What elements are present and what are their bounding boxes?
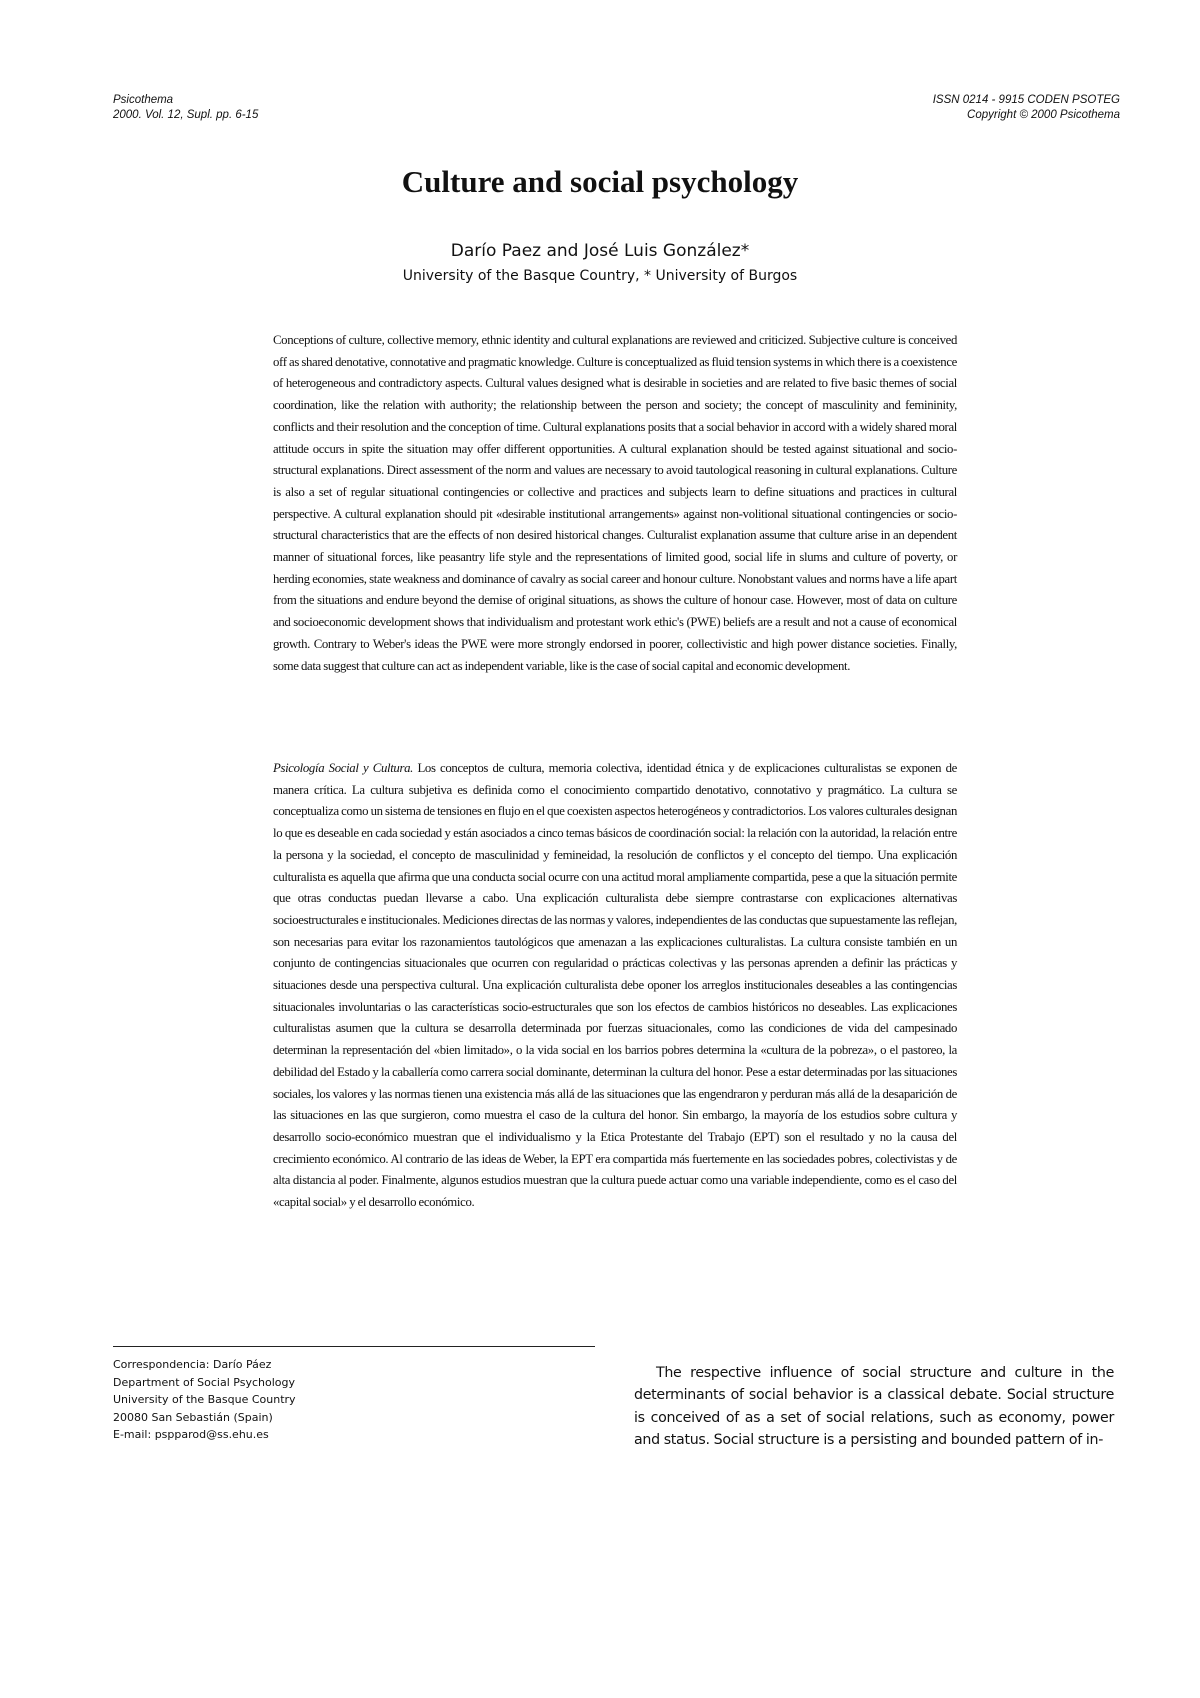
footnote-line: University of the Basque Country [113,1393,296,1406]
author-affiliation: University of the Basque Country, * University of Burgos [402,268,798,284]
journal-volume: 2000. Vol. 12, Supl. pp. 6-15 [113,109,259,121]
abstract-english: Conceptions of culture, collective memory, ethnic identity and cultural explanations are reviewed and criticized. Subjective culture is conceived off as shared denotative, connotative and pragmatic knowledge. Culture is conceptualized as fluid tension systems in which there is a coexistence of heterogeneous and contradictory aspects. Cultural values designed what is desirable in societies and are related to five basic themes of social coordination, like the relation with authority; the relationship between the person and society; the concept of masculinity and femininity, conflicts and their resolution and the conception of time. Cultural explanations posits that a social behavior in accord with a widely shared moral attitude occurs in spite the situation may offer different opportunities. A cultural explanation should be tested against situational and socio-structural explanations. Direct assessment of the norm and values are necessary to avoid tautological reasoning in cultural explanations. Culture is also a set of regular situational contingencies or collective and practices and subjects learn to define situations and practices in cultural perspective. A cultural explanation should pit «desirable institutional arrangements» against non-volitional situational contingencies or socio-structural characteristics that are the effects of non desired historical changes. Culturalist explanation assume that culture arise in an dependent manner of situational forces, like peasantry life style and the representations of limited good, social life in slums and culture of poverty, or herding economies, state weakness and dominance of cavalry as social career and honour culture. Nonobstant values and norms have a life apart from the situations and endure beyond the demise of original situations, as shows the culture of honour case. However, most of data on culture and socioeconomic development shows that individualism and protestant work ethic's (PWE) beliefs are a result and not a cause of economical growth. Contrary to Weber's ideas the PWE were more strongly endorsed in poorer, collectivistic and high power distance societies. Finally, some data suggest that culture can act as independent variable, like is the case of social capital and economic development. [273,333,957,673]
journal-name: Psicothema [113,94,174,106]
footnote-divider [113,1346,595,1347]
abstract-spanish-title: Psicología Social y Cultura. [273,761,413,775]
footnote-line: Correspondencia: Darío Páez [113,1358,272,1371]
author-list: Darío Paez and José Luis González* [450,241,750,261]
abstract-spanish-text: Los conceptos de cultura, memoria colectiva, identidad étnica y de explicaciones culturalistas se exponen de manera crítica. La cultura subjetiva es definida como el conocimiento compartido denotativo, connotativo y pragmático. La cultura se conceptualiza como un sistema de tensiones en flujo en el que coexisten aspectos heterogéneos y contradictorios. Los valores culturales designan lo que es deseable en cada sociedad y están asociados a cinco temas básicos de coordinación social: la relación con la autoridad, la relación entre la persona y la sociedad, el concepto de masculinidad y femineidad, la resolución de conflictos y el concepto del tiempo. Una explicación culturalista es aquella que afirma que una conducta social ocurre con una actitud moral ampliamente compartida, pese a que la situación permite que otras conductas puedan llevarse a cabo. Una explicación culturalista debe siempre contrastarse con explicaciones alternativas socioestructurales e institucionales. Mediciones directas de las normas y valores, independientes de las conductas que supuestamente las reflejan, son necesarias para evitar los razonamientos tautológicos que amenazan a las explicaciones culturalistas. La cultura consiste también en un conjunto de contingencias situacionales que ocurren con regularidad o prácticas colectivas y las personas aprenden a definir las prácticas y situaciones desde una perspectiva cultural. Una explicación culturalista debe oponer los arreglos institucionales deseables a las contingencias situacionales involuntarias o las características socio-estructurales que son los efectos de cambios históricos no deseables. Las explicaciones culturalistas asumen que la cultura se desarrolla determinada por fuerzas situacionales, como las condiciones de vida del campesinado determinan la representación del «bien limitado», o la vida social en los barrios pobres determina la «cultura de la pobreza», o el pastoreo, la debilidad del Estado y la caballería como carrera social dominante, determinan la cultura del honor. Pese a estar determinadas por las situaciones sociales, los valores y las normas tienen una existencia más allá de las situaciones que las engendraron y perduran más allá de la desaparición de las situaciones en las que surgieron, como muestra el caso de la cultura del honor. Sin embargo, la mayoría de los estudios sobre cultura y desarrollo socio-económico muestran que el individualismo y la Etica Protestante del Trabajo (EPT) son el resultado y no la causa del crecimiento económico. Al contrario de las ideas de Weber, la EPT era compartida más fuertemente en las sociedades pobres, colectivistas y de alta distancia al poder. Finalmente, algunos estudios muestran que la cultura puede actuar como una variable independiente, como es el caso del «capital social» y el desarrollo económico. [273,761,957,1210]
footnote-line: Department of Social Psychology [113,1375,295,1389]
body-paragraph: The respective influence of social structure and culture in the determinants of social behavior is a classical debate. Social structure is conceived of as a set of social relations, such as economy, power and status. Social structure is a persisting and bounded pattern of in- [634,1365,1114,1449]
paper-title: Culture and social psychology [401,164,799,199]
footnote-line: 20080 San Sebastián (Spain) [113,1410,273,1424]
correspondence-footnote [113,1356,296,1444]
issn-coden: ISSN 0214 - 9915 CODEN PSOTEG [932,94,1120,106]
footnote-email: E-mail: pspparod@ss.ehu.es [113,1428,269,1441]
journal-citation [113,93,258,123]
journal-identifiers [933,93,1120,123]
abstract-spanish [273,758,957,1214]
copyright-notice: Copyright © 2000 Psicothema [967,109,1120,121]
